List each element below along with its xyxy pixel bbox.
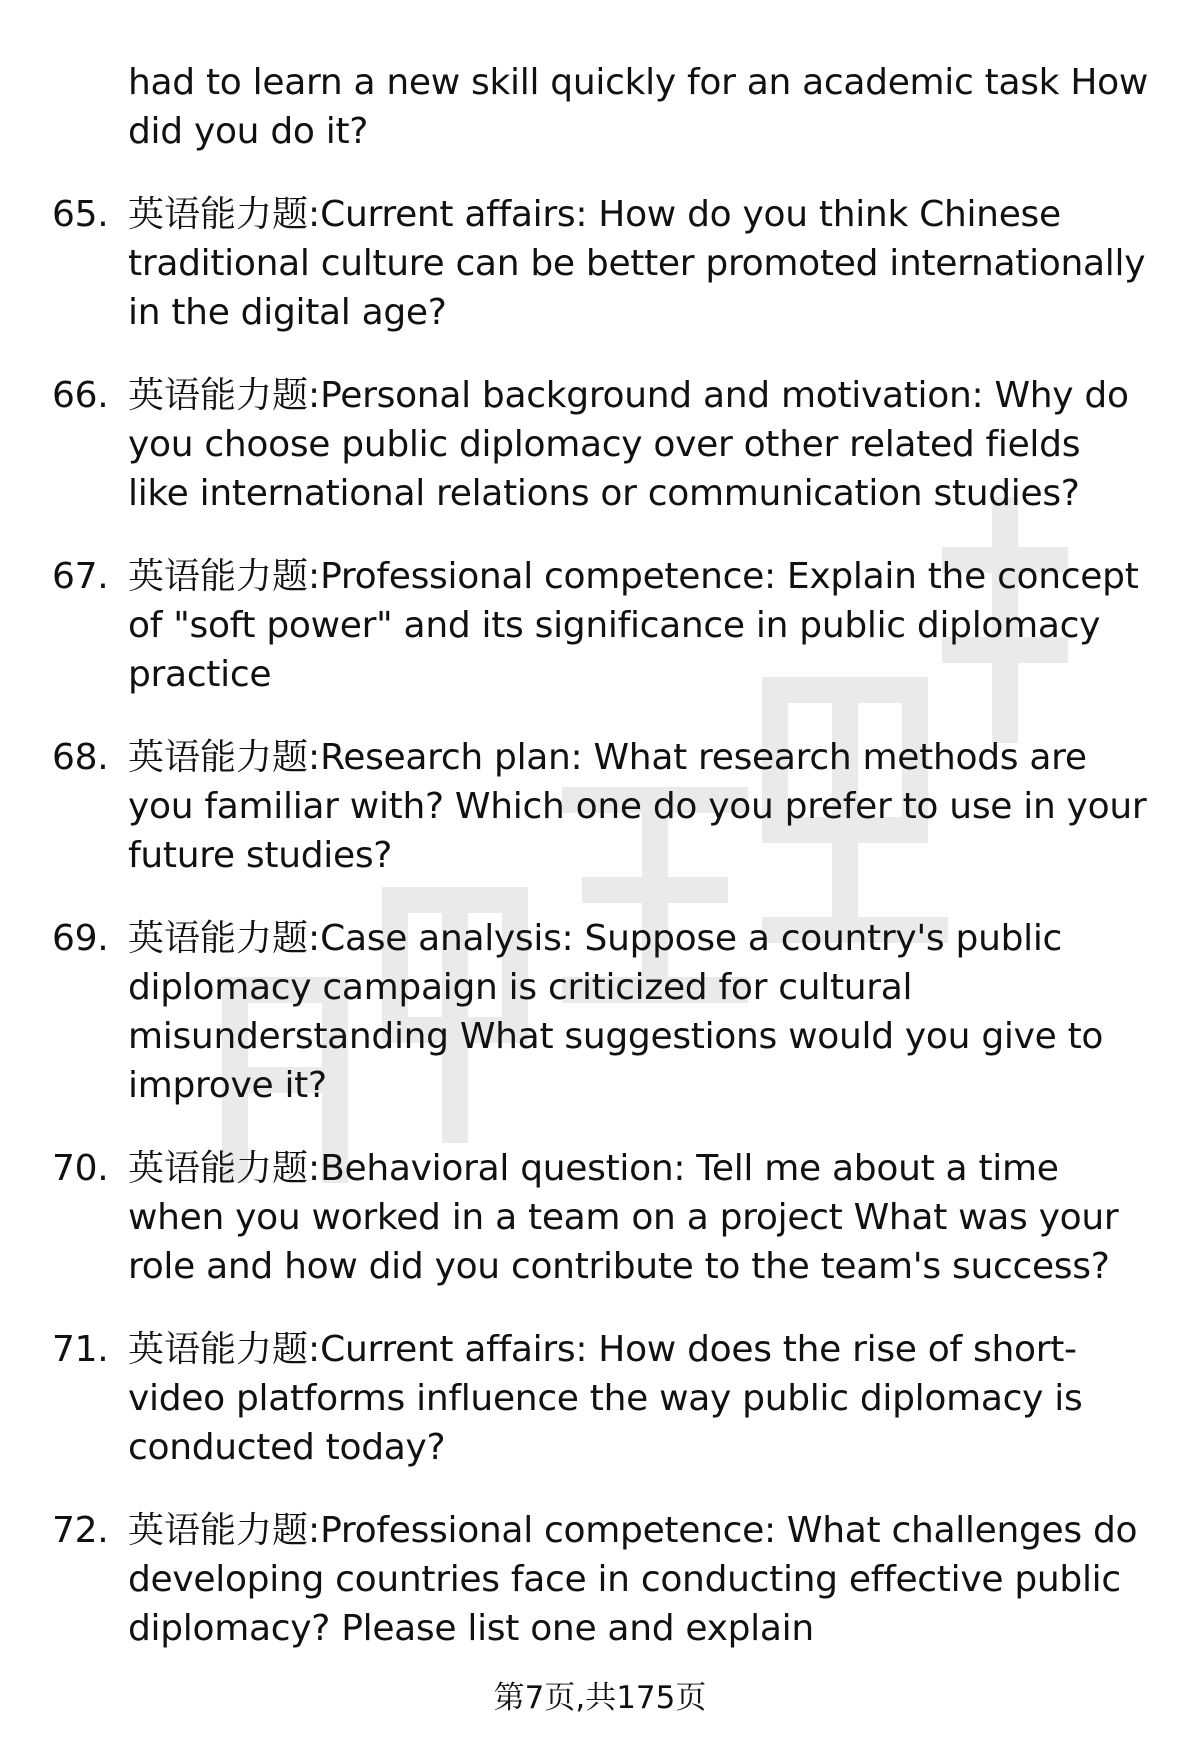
question-text: Current affairs: How does the rise of short-video platforms influence the way public diplomacy is conducted today? [128, 1329, 1083, 1468]
question-number: 70. [52, 1148, 109, 1189]
list-item [0, 1325, 1148, 1472]
question-text: Behavioral question: Tell me about a time when you worked in a team on a project What was your role and how did you contribute to the team's success? [128, 1148, 1119, 1287]
list-item [0, 552, 1148, 699]
question-text: Case analysis: Suppose a country's public diplomacy campaign is criticized for cultural misunderstanding What suggestions would you give to improve it? [128, 918, 1104, 1106]
question-number: 68. [52, 737, 109, 778]
list-item [0, 190, 1148, 337]
question-text: Personal background and motivation: Why do you choose public diplomacy over other related fields like international relations or communication studies? [128, 375, 1129, 514]
question-text: Research plan: What research methods are you familiar with? Which one do you prefer to use in your future studies? [128, 737, 1147, 876]
question-number: 71. [52, 1329, 109, 1370]
question-category-label: 英语能力题: [128, 375, 321, 416]
question-number: 66. [52, 375, 109, 416]
list-item [0, 733, 1148, 880]
question-number: 72. [52, 1510, 109, 1551]
list-item [0, 371, 1148, 518]
list-item [0, 1506, 1148, 1653]
question-number: 67. [52, 556, 109, 597]
question-text: Professional competence: What challenges do developing countries face in conducting effective public diplomacy? Please list one and explain [128, 1510, 1138, 1649]
question-number: 65. [52, 194, 109, 235]
list-item [0, 1144, 1148, 1291]
question-category-label: 英语能力题: [128, 194, 321, 235]
page-number-footer: 第7页,共175页 [493, 1680, 707, 1716]
question-category-label: 英语能力题: [128, 1148, 321, 1189]
question-number: 69. [52, 918, 109, 959]
question-category-label: 英语能力题: [128, 1329, 321, 1370]
question-list [0, 190, 1200, 1687]
question-text: Current affairs: How do you think Chinese traditional culture can be better promoted internationally in the digital age? [128, 194, 1146, 333]
question-text: Professional competence: Explain the concept of "soft power" and its significance in public diplomacy practice [128, 556, 1139, 695]
question-category-label: 英语能力题: [128, 556, 321, 597]
question-category-label: 英语能力题: [128, 737, 321, 778]
question-category-label: 英语能力题: [128, 1510, 321, 1551]
list-item [0, 914, 1148, 1110]
question-category-label: 英语能力题: [128, 918, 321, 959]
continued-question-text: had to learn a new skill quickly for an academic task How did you do it? [128, 62, 1149, 152]
